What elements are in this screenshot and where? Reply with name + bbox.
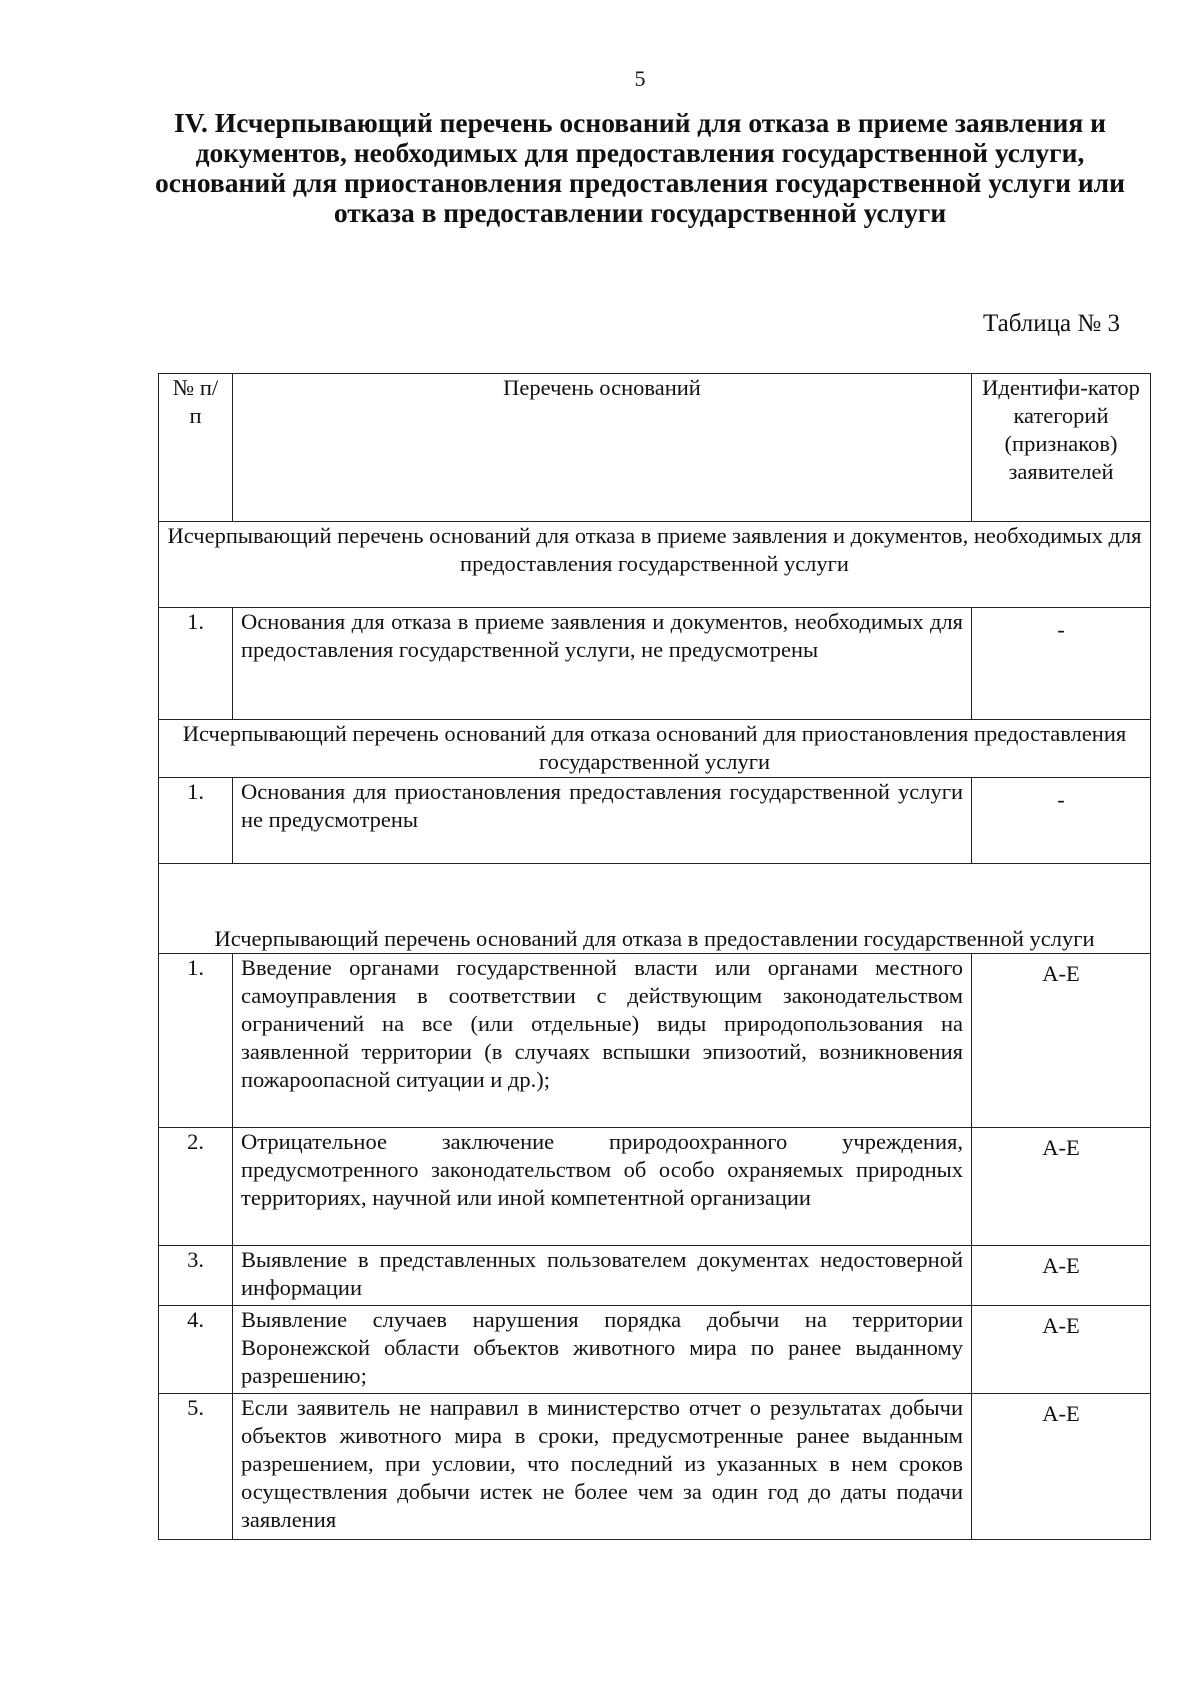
table-row <box>159 1394 1151 1540</box>
row-grounds-text: Если заявитель не направил в министерство отчет о результатах добычи объектов животного мира в сроки, предусмотренные ранее выданным разрешением, при условии, что последний из указанных в нем сроков осуществления добычи истек не более чем за один год до даты подачи заявления <box>233 1394 972 1540</box>
row-grounds-text: Основания для приостановления предоставления государственной услуги не предусмотрены <box>233 778 972 864</box>
row-identifier-cell <box>972 1306 1151 1394</box>
row-number: 3. <box>159 1246 233 1306</box>
row-identifier: А-Е <box>1042 961 1080 986</box>
page-number: 5 <box>634 66 646 91</box>
section-row <box>159 522 1151 608</box>
row-number: 1. <box>159 608 233 720</box>
row-identifier: А-Е <box>1042 1313 1080 1338</box>
section-title: Исчерпывающий перечень оснований для отказа оснований для приостановления предоставления государственной услуги <box>159 720 1151 778</box>
table-row <box>159 608 1151 720</box>
row-identifier: - <box>1057 617 1065 642</box>
section-row <box>159 720 1151 778</box>
row-number: 5. <box>159 1394 233 1540</box>
row-identifier: А-Е <box>1042 1253 1080 1278</box>
row-grounds-text: Введение органами государственной власти или органами местного самоуправления в соответствии с действующим законодательством ограничений на все (или отдельные) виды природопользования на заявленной территории (в случаях вспышки эпизоотий, возникновения пожароопасной ситуации и др.); <box>233 954 972 1128</box>
row-identifier: А-Е <box>1042 1401 1080 1426</box>
row-identifier-cell <box>972 608 1151 720</box>
grounds-table <box>158 373 1151 1540</box>
row-number: 4. <box>159 1306 233 1394</box>
row-identifier-cell <box>972 1128 1151 1246</box>
table-row <box>159 954 1151 1128</box>
table-row <box>159 1246 1151 1306</box>
row-number: 2. <box>159 1128 233 1246</box>
row-identifier-cell <box>972 954 1151 1128</box>
table-label: Таблица № 3 <box>982 310 1120 337</box>
section-row <box>159 864 1151 954</box>
table-row <box>159 778 1151 864</box>
row-identifier: - <box>1057 787 1065 812</box>
section-title: Исчерпывающий перечень оснований для отказа в предоставлении государственной услуги <box>159 864 1151 954</box>
row-identifier: А-Е <box>1042 1135 1080 1160</box>
row-grounds-text: Выявление случаев нарушения порядка добычи на территории Воронежской области объектов животного мира по ранее выданному разрешению; <box>233 1306 972 1394</box>
header-identifier: Идентифи-катор категорий (признаков) заявителей <box>972 374 1151 522</box>
row-identifier-cell <box>972 1394 1151 1540</box>
section-title: Исчерпывающий перечень оснований для отказа в приеме заявления и документов, необходимых для предоставления государственной услуги <box>159 522 1151 608</box>
header-grounds: Перечень оснований <box>233 374 972 522</box>
table-row <box>159 1306 1151 1394</box>
row-identifier-cell <box>972 1246 1151 1306</box>
row-grounds-text: Выявление в представленных пользователем документах недостоверной информации <box>233 1246 972 1306</box>
section-heading: IV. Исчерпывающий перечень оснований для отказа в приеме заявления и документов, необходимых для предоставления государственной услуги, оснований для приостановления предоставления государственной услуги или отказа в предоставлении государственной услуги <box>155 107 1125 228</box>
table-header-row <box>159 374 1151 522</box>
row-grounds-text: Отрицательное заключение природоохранного учреждения, предусмотренного законодательством об особо охраняемых природных территориях, научной или иной компетентной организации <box>233 1128 972 1246</box>
row-grounds-text: Основания для отказа в приеме заявления и документов, необходимых для предоставления государственной услуги, не предусмотрены <box>233 608 972 720</box>
row-number: 1. <box>159 778 233 864</box>
row-identifier-cell <box>972 778 1151 864</box>
table-row <box>159 1128 1151 1246</box>
row-number: 1. <box>159 954 233 1128</box>
header-num: № п/п <box>159 374 233 522</box>
